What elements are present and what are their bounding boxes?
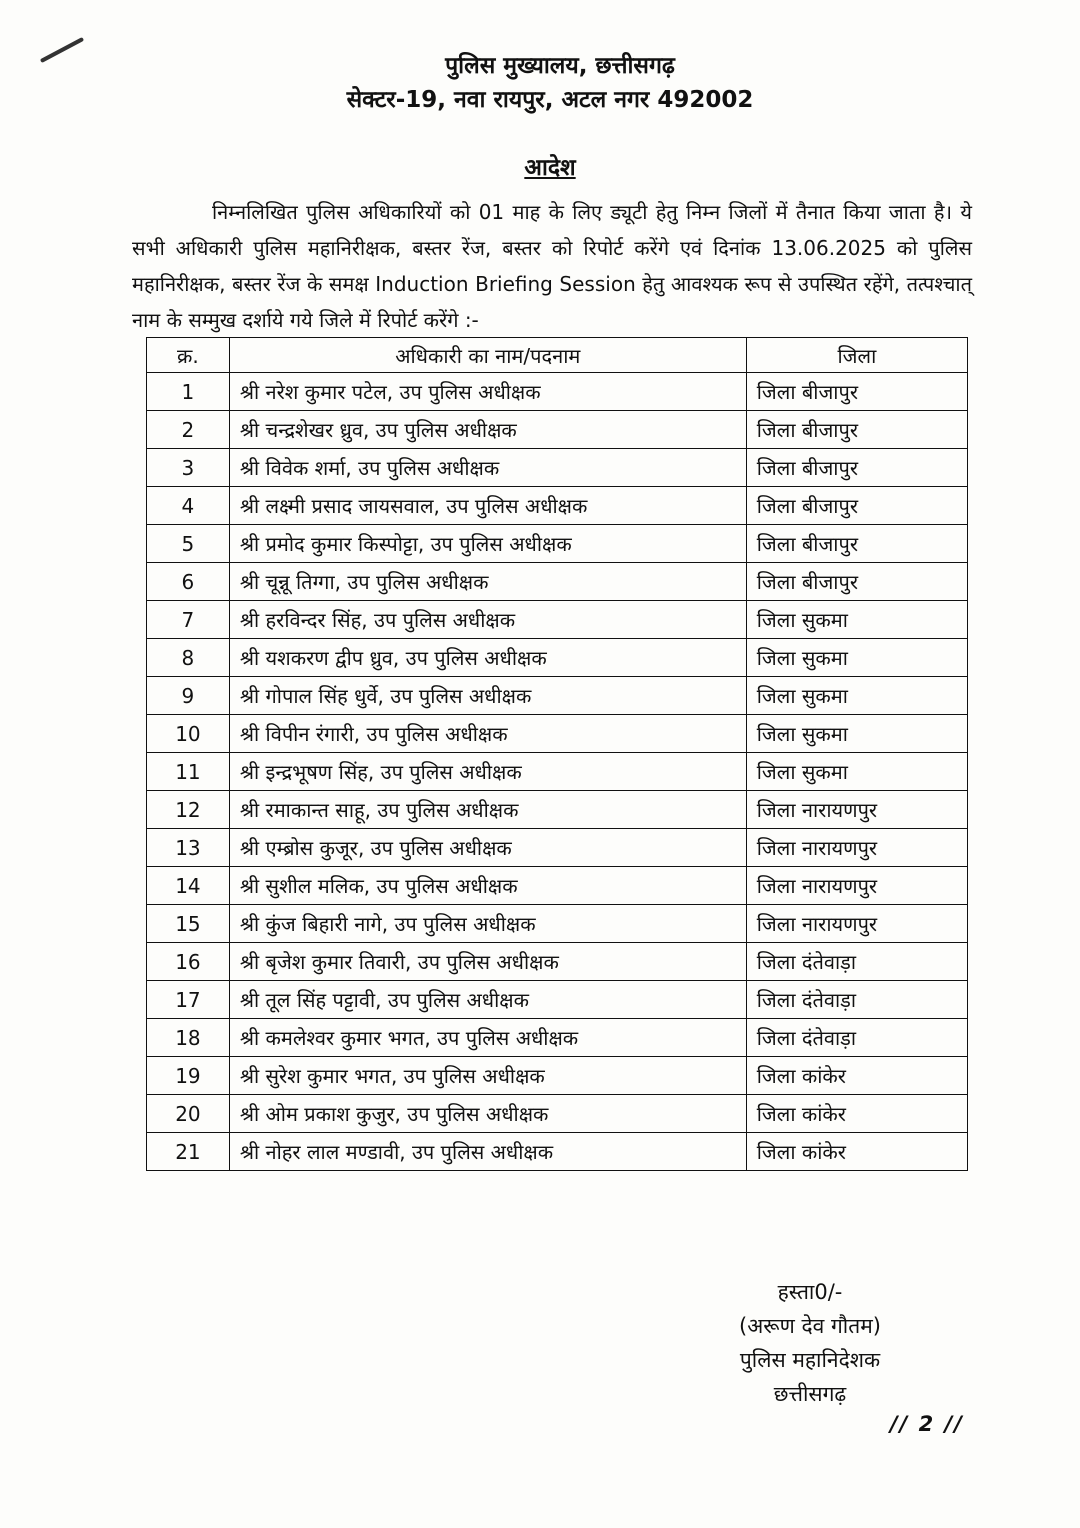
officer-name-cell: श्री चन्द्रशेखर ध्रुव, उप पुलिस अधीक्षक: [229, 411, 746, 449]
officer-name-cell: श्री रमाकान्त साहू, उप पुलिस अधीक्षक: [229, 791, 746, 829]
table-header-row: [147, 338, 968, 373]
table-row: [147, 791, 968, 829]
officer-name-cell: श्री सुरेश कुमार भगत, उप पुलिस अधीक्षक: [229, 1057, 746, 1095]
page-number: // 2 //: [890, 1412, 964, 1436]
serial-cell: 10: [147, 715, 230, 753]
table-row: [147, 525, 968, 563]
officer-name-cell: श्री विपीन रंगारी, उप पुलिस अधीक्षक: [229, 715, 746, 753]
serial-cell: 11: [147, 753, 230, 791]
district-cell: जिला सुकमा: [746, 753, 967, 791]
column-header-district: जिला: [746, 338, 967, 373]
district-cell: जिला दंतेवाड़ा: [746, 943, 967, 981]
officer-name-cell: श्री गोपाल सिंह धुर्वे, उप पुलिस अधीक्षक: [229, 677, 746, 715]
serial-cell: 7: [147, 601, 230, 639]
serial-cell: 20: [147, 1095, 230, 1133]
district-cell: जिला बीजापुर: [746, 487, 967, 525]
table-row: [147, 1057, 968, 1095]
serial-cell: 14: [147, 867, 230, 905]
district-cell: जिला नारायणपुर: [746, 905, 967, 943]
district-cell: जिला बीजापुर: [746, 525, 967, 563]
officer-name-cell: श्री ओम प्रकाश कुजुर, उप पुलिस अधीक्षक: [229, 1095, 746, 1133]
district-cell: जिला सुकमा: [746, 601, 967, 639]
serial-cell: 1: [147, 373, 230, 411]
serial-cell: 6: [147, 563, 230, 601]
officer-name-cell: श्री इन्द्रभूषण सिंह, उप पुलिस अधीक्षक: [229, 753, 746, 791]
table-row: [147, 449, 968, 487]
officer-name-cell: श्री नोहर लाल मण्डावी, उप पुलिस अधीक्षक: [229, 1133, 746, 1171]
district-cell: जिला नारायणपुर: [746, 791, 967, 829]
officer-name-cell: श्री बृजेश कुमार तिवारी, उप पुलिस अधीक्षक: [229, 943, 746, 981]
officer-name-cell: श्री लक्ष्मी प्रसाद जायसवाल, उप पुलिस अधीक्षक: [229, 487, 746, 525]
district-cell: जिला नारायणपुर: [746, 867, 967, 905]
officer-deployment-table: [146, 337, 968, 1171]
serial-cell: 12: [147, 791, 230, 829]
table-row: [147, 601, 968, 639]
order-title-text: आदेश: [524, 155, 576, 181]
table-body: [147, 373, 968, 1171]
district-cell: जिला दंतेवाड़ा: [746, 1019, 967, 1057]
table-row: [147, 867, 968, 905]
order-intro-paragraph: निम्नलिखित पुलिस अधिकारियों को 01 माह के लिए ड्यूटी हेतु निम्न जिलों में तैनात किया जाता है। ये सभी अधिकारी पुलिस महानिरीक्षक, बस्तर रेंज, बस्तर को रिपोर्ट करेंगे एवं दिनांक 13.06.2025 को पुलिस महानिरीक्षक, बस्तर रेंज के समक्ष Induction Briefing Session हेतु आवश्यक रूप से उपस्थित रहेंगे, तत्पश्चात् नाम के सम्मुख दर्शाये गये जिले में रिपोर्ट करेंगे :-: [132, 200, 972, 332]
table-row: [147, 715, 968, 753]
officer-name-cell: श्री यशकरण द्वीप ध्रुव, उप पुलिस अधीक्षक: [229, 639, 746, 677]
order-title: [0, 150, 1080, 182]
officer-name-cell: श्री तूल सिंह पट्टावी, उप पुलिस अधीक्षक: [229, 981, 746, 1019]
serial-cell: 9: [147, 677, 230, 715]
table-row: [147, 487, 968, 525]
table-row: [147, 905, 968, 943]
serial-cell: 2: [147, 411, 230, 449]
officer-name-cell: श्री विवेक शर्मा, उप पुलिस अधीक्षक: [229, 449, 746, 487]
serial-cell: 21: [147, 1133, 230, 1171]
district-cell: जिला दंतेवाड़ा: [746, 981, 967, 1019]
officer-name-cell: श्री चून्नू तिग्गा, उप पुलिस अधीक्षक: [229, 563, 746, 601]
table-row: [147, 753, 968, 791]
district-cell: जिला सुकमा: [746, 639, 967, 677]
serial-cell: 13: [147, 829, 230, 867]
table-row: [147, 373, 968, 411]
officer-name-cell: श्री कमलेश्वर कुमार भगत, उप पुलिस अधीक्षक: [229, 1019, 746, 1057]
district-cell: जिला कांकेर: [746, 1095, 967, 1133]
serial-cell: 5: [147, 525, 230, 563]
column-header-name: अधिकारी का नाम/पदनाम: [229, 338, 746, 373]
officer-name-cell: श्री सुशील मलिक, उप पुलिस अधीक्षक: [229, 867, 746, 905]
column-header-serial: क्र.: [147, 338, 230, 373]
district-cell: जिला सुकमा: [746, 677, 967, 715]
table-row: [147, 563, 968, 601]
signature-name: (अरूण देव गौतम): [739, 1314, 881, 1338]
table-row: [147, 981, 968, 1019]
serial-cell: 17: [147, 981, 230, 1019]
signature-signed: हस्ता0/-: [777, 1280, 843, 1304]
serial-cell: 16: [147, 943, 230, 981]
district-cell: जिला सुकमा: [746, 715, 967, 753]
serial-cell: 18: [147, 1019, 230, 1057]
table-row: [147, 639, 968, 677]
table-row: [147, 677, 968, 715]
officer-name-cell: श्री कुंज बिहारी नागे, उप पुलिस अधीक्षक: [229, 905, 746, 943]
district-cell: जिला बीजापुर: [746, 411, 967, 449]
serial-cell: 15: [147, 905, 230, 943]
serial-cell: 19: [147, 1057, 230, 1095]
district-cell: जिला बीजापुर: [746, 449, 967, 487]
table-row: [147, 1133, 968, 1171]
table-row: [147, 1095, 968, 1133]
district-cell: जिला नारायणपुर: [746, 829, 967, 867]
officer-name-cell: श्री एम्ब्रोस कुजूर, उप पुलिस अधीक्षक: [229, 829, 746, 867]
header-address: सेक्टर-19, नवा रायपुर, अटल नगर 492002: [346, 87, 754, 113]
header-office: पुलिस मुख्यालय, छत्तीसगढ़: [445, 53, 675, 79]
signature-designation: पुलिस महानिदेशक: [739, 1348, 881, 1372]
district-cell: जिला बीजापुर: [746, 563, 967, 601]
table-row: [147, 1019, 968, 1057]
officer-name-cell: श्री नरेश कुमार पटेल, उप पुलिस अधीक्षक: [229, 373, 746, 411]
table-row: [147, 411, 968, 449]
signature-state: छत्तीसगढ़: [773, 1382, 847, 1406]
serial-cell: 8: [147, 639, 230, 677]
district-cell: जिला कांकेर: [746, 1133, 967, 1171]
table-row: [147, 829, 968, 867]
officer-name-cell: श्री हरविन्दर सिंह, उप पुलिस अधीक्षक: [229, 601, 746, 639]
serial-cell: 3: [147, 449, 230, 487]
district-cell: जिला बीजापुर: [746, 373, 967, 411]
serial-cell: 4: [147, 487, 230, 525]
table-row: [147, 943, 968, 981]
officer-name-cell: श्री प्रमोद कुमार किस्पोट्टा, उप पुलिस अधीक्षक: [229, 525, 746, 563]
district-cell: जिला कांकेर: [746, 1057, 967, 1095]
